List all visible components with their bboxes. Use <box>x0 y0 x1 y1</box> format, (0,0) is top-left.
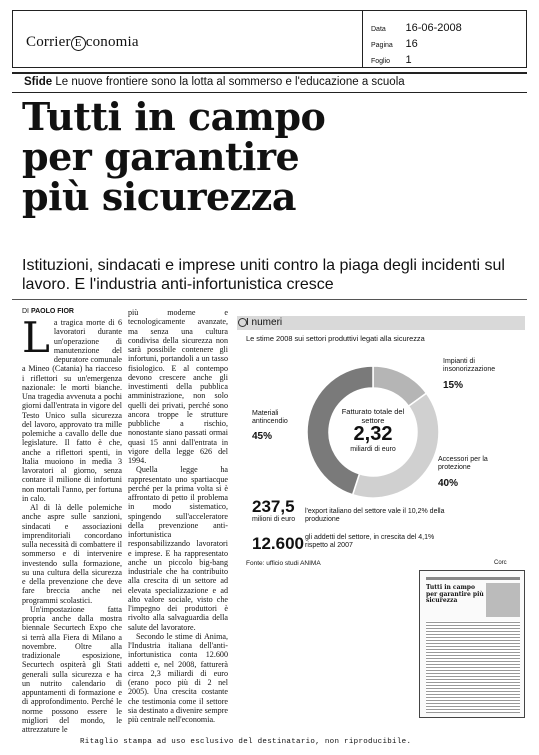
byline-rule <box>12 299 527 300</box>
thumb-image <box>486 583 520 617</box>
meta-sheet: Foglio 1 <box>371 54 412 66</box>
headline <box>22 94 502 219</box>
kicker <box>24 76 405 88</box>
subheadline: Istituzioni, sindacati e imprese uniti contro la piaga degli incidenti sul lavoro. E l'industria anti-infortunistica cresce <box>22 257 505 293</box>
logo-text-post: conomia <box>85 34 139 50</box>
article-column-2 <box>128 308 228 724</box>
segment-pct-accessori: 40% <box>438 478 459 489</box>
numbers-intro: Le stime 2008 sui settori produttivi legati alla sicurezza <box>246 334 425 343</box>
export-description: l'export italiano del settore vale il 10,2% della produzione <box>305 508 445 523</box>
paragraph: più moderne e tecnologicamente avanzate, ma senza una cultura condivisa della sicurezza non sarà possibile contenere gli infortuni, portandoli a un tasso fisiologico. E al contempo devono crescere anche gli investimenti della pubblica amministrazione, non solo quelli dei privati, perché sono ancora troppe le strutture pubbliche a rischio, nonostante siano passati ormai quasi 15 anni dall'entrata in vigore della legge 626 del 1994. <box>128 308 228 465</box>
footer-notice: Ritaglio stampa ad uso esclusivo del destinatario, non riproducibile. <box>80 738 412 746</box>
thumb-body-text <box>426 621 520 713</box>
clip-metadata <box>362 10 528 68</box>
meta-page: Pagina 16 <box>371 38 418 50</box>
donut-center-value: 2,32 <box>353 423 393 445</box>
segment-label-antincendio: Materiali antincendio <box>252 410 288 425</box>
byline: DI PAOLO FIOR <box>22 308 74 315</box>
logo-text-pre: Corrier <box>26 34 71 50</box>
paragraph: a tragica morte di 6 lavoratori durante un'operazione di manutenzione del depuratore comunale a Mineo (Catania) ha riacceso i riflettori su un'emergenza nazionale: le morti bianche. Una tragedia avvenuta a pochi giorni dall'entrata in vigore del Testo Unico sulla sicurezza del lavoro, approvato tra mille polemiche a cavallo delle due legislature. Il fatto è che, anche a riflettori spenti, in Italia muoiono in media 3 lavoratori al giorno, senza contare il milione di infortuni non mortali l'anno, per fortuna in calo. <box>22 318 122 503</box>
author-name: PAOLO FIOR <box>30 308 74 315</box>
chart-source: Fonte: ufficio studi ANIMA <box>246 560 321 567</box>
thumb-headline: Tutti in campo per garantire più sicurezza <box>426 584 484 604</box>
segment-label-accessori: Accessori per la protezione <box>438 456 488 471</box>
paragraph: Al di là delle polemiche anche aspre sulle sanzioni, sindacati e associazioni imprenditoriali concordano sulla necessità di combattere il sommerso e di intervenire investendo sulla formazione, su una cultura della sicurezza e della prevenzione che deve fare breccia anche nei programmi scolastici. <box>22 503 122 605</box>
thumb-rule <box>426 577 520 580</box>
graphic-credit: Corc <box>494 560 507 566</box>
headline-line-2: per garantire <box>22 134 300 179</box>
numbers-title: I numeri <box>246 317 283 328</box>
headline-line-3: più sicurezza <box>22 174 296 219</box>
paragraph: Secondo le stime di Anima, l'Industria italiana dell'anti-infortunistica conta 12.600 addetti e, nel 2008, fatturerà circa 2,3 miliardi di euro (erano poco più di 2 nel 2005). Una crescita costante che testimonia come il settore sia destinato a divenire sempre più centrale nell'economia. <box>128 631 228 724</box>
export-unit: milioni di euro <box>252 516 296 523</box>
logo-mark: E <box>71 36 86 51</box>
employees-value: 12.600 <box>252 534 304 553</box>
paragraph: Un'impostazione fatta propria anche dalla mostra biennale Securtech Expo che si terrà alla Fiera di Milano a novembre. Oltre alla tradizionale esposizione, Securtech ospiterà gli Stati generali sulla sicurezza e ha un nutrito calendario di appuntamenti di formazione e di approfondimento. Perché le norme possono essere le migliori del mondo, le attrezzature le <box>22 604 122 734</box>
headline-line-1: Tutti in campo <box>22 94 326 139</box>
donut-center-unit: miliardi di euro <box>350 446 396 453</box>
kicker-tag: Sfide <box>24 76 53 88</box>
article-column-1 <box>22 313 122 734</box>
kicker-text: Le nuove frontiere sono la lotta al sommerso e l'educazione a scuola <box>55 76 405 88</box>
publication-logo <box>26 34 139 51</box>
segment-label-insonorizzazione: Impianti di insonorizzazione <box>443 358 496 373</box>
donut-center-title: Fatturato totale del settore <box>341 407 405 425</box>
segment-pct-insonorizzazione: 15% <box>443 380 464 391</box>
paragraph: Quella legge ha rappresentato uno spartiacque perché per la prima volta si è affrontato di petto il problema in modo sistematico, spingendo sull'acceleratore della prevenzione anti-infortunistica responsabilizzando lavoratori e imprese. E ha rappresentato anche un piccolo big-bang industriale che ha contribuito alla crescita di un settore ad elevata specializzazione e ad alto valore sociale, visto che l'impegno dei produttori è rivolto alla salvaguardia della salute del lavoratore. <box>128 465 228 632</box>
drop-cap: L <box>22 313 50 362</box>
meta-date: Data 16-06-2008 <box>371 22 462 34</box>
segment-pct-antincendio: 45% <box>252 431 273 442</box>
kicker-rule-top <box>12 72 527 74</box>
export-value: 237,5 <box>252 497 295 516</box>
kicker-rule-bottom <box>12 92 527 93</box>
page-thumbnail <box>419 570 525 718</box>
employees-description: gli addetti del settore, in crescita del 4,1% rispetto al 2007 <box>305 534 435 549</box>
